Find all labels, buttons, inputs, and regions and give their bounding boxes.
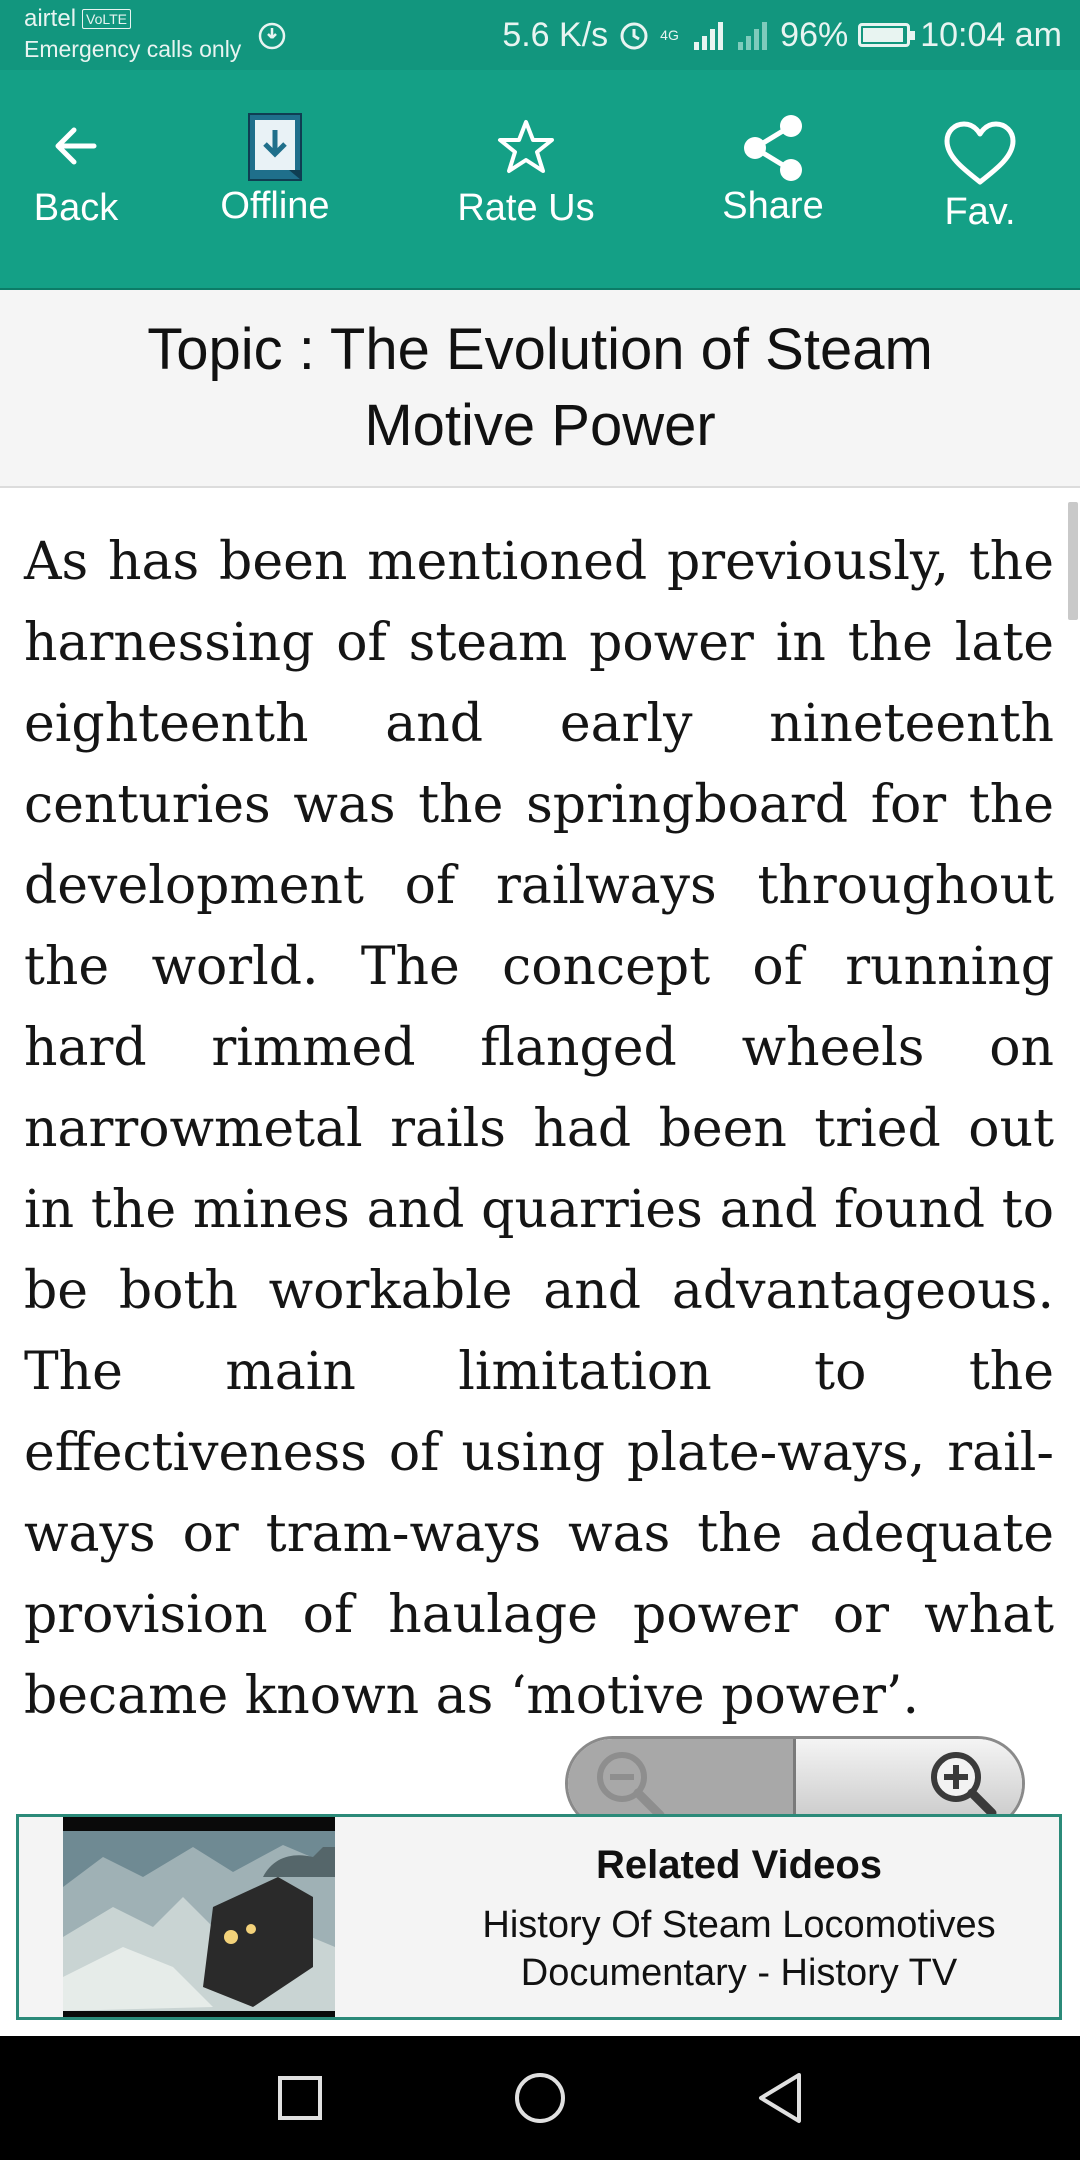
back-label: Back (33, 187, 119, 229)
star-icon (496, 118, 556, 176)
related-video-title[interactable] (419, 1901, 1059, 1997)
carrier-name: airtel (24, 5, 77, 32)
related-video-title-line2: Documentary - History TV (520, 1952, 958, 1994)
related-videos-card[interactable] (16, 1814, 1062, 2020)
status-left (24, 4, 241, 64)
back-button[interactable] (20, 70, 132, 288)
circle-icon (513, 2071, 567, 2125)
network-type: 4G (660, 27, 679, 43)
carrier-row (24, 4, 241, 34)
zoom-in-icon (920, 1747, 1000, 1821)
status-right (502, 12, 1062, 58)
recent-apps-button[interactable] (240, 2036, 360, 2160)
battery-fill (863, 28, 903, 42)
signal-secondary-icon (736, 20, 770, 50)
clock: 10:04 am (920, 16, 1062, 54)
related-video-title-line1: History Of Steam Locomotives (482, 1904, 996, 1946)
signal-icon (692, 20, 726, 50)
app-toolbar (0, 70, 1080, 290)
share-icon (737, 112, 809, 184)
offline-label: Offline (220, 185, 330, 227)
square-icon (277, 2075, 323, 2121)
offline-button[interactable] (208, 70, 342, 288)
topic-header (0, 290, 1080, 488)
topic-title: Topic : The Evolution of Steam Motive Power (147, 317, 933, 458)
status-bar (0, 0, 1080, 70)
alarm-icon (618, 19, 650, 51)
article-body: As has been mentioned previously, the harnessing of steam power in the late eighteenth and early nineteenth centuries was the springboard for the development of railways throughout the world. The concept of running hard rimmed flanged wheels on narrowmetal rails had been tried out in the mines and quarries and found to be both workable and advantageous. The main limitation to the effectiveness of using plate-ways, rail-ways or tram-ways was the adequate provision of haulage power or what became known as ‘motive power’. (24, 532, 1054, 1726)
offline-download-icon (245, 112, 305, 182)
back-nav-button[interactable] (720, 2036, 840, 2160)
video-thumbnail[interactable] (63, 1817, 335, 2017)
favorite-label: Fav. (944, 191, 1016, 233)
triangle-back-icon (755, 2071, 805, 2125)
heart-icon (942, 120, 1018, 188)
battery-percent: 96% (780, 16, 849, 54)
share-button[interactable] (712, 70, 834, 288)
rate-us-label: Rate Us (457, 187, 595, 229)
system-navigation-bar (0, 2036, 1080, 2160)
nfc-icon (256, 20, 288, 52)
back-arrow-icon (48, 118, 104, 174)
home-button[interactable] (480, 2036, 600, 2160)
related-videos-heading: Related Videos (595, 1843, 883, 1887)
zoom-out-icon (590, 1747, 670, 1821)
battery-icon (858, 23, 910, 47)
locomotive-thumbnail-image (63, 1817, 335, 2017)
volte-badge: VoLTE (82, 9, 131, 29)
favorite-button[interactable] (930, 70, 1030, 288)
network-speed: 5.6 K/s (502, 16, 609, 54)
emergency-text: Emergency calls only (24, 36, 242, 62)
share-label: Share (722, 185, 824, 227)
scrollbar-thumb[interactable] (1068, 502, 1078, 620)
rate-us-button[interactable] (448, 70, 604, 288)
